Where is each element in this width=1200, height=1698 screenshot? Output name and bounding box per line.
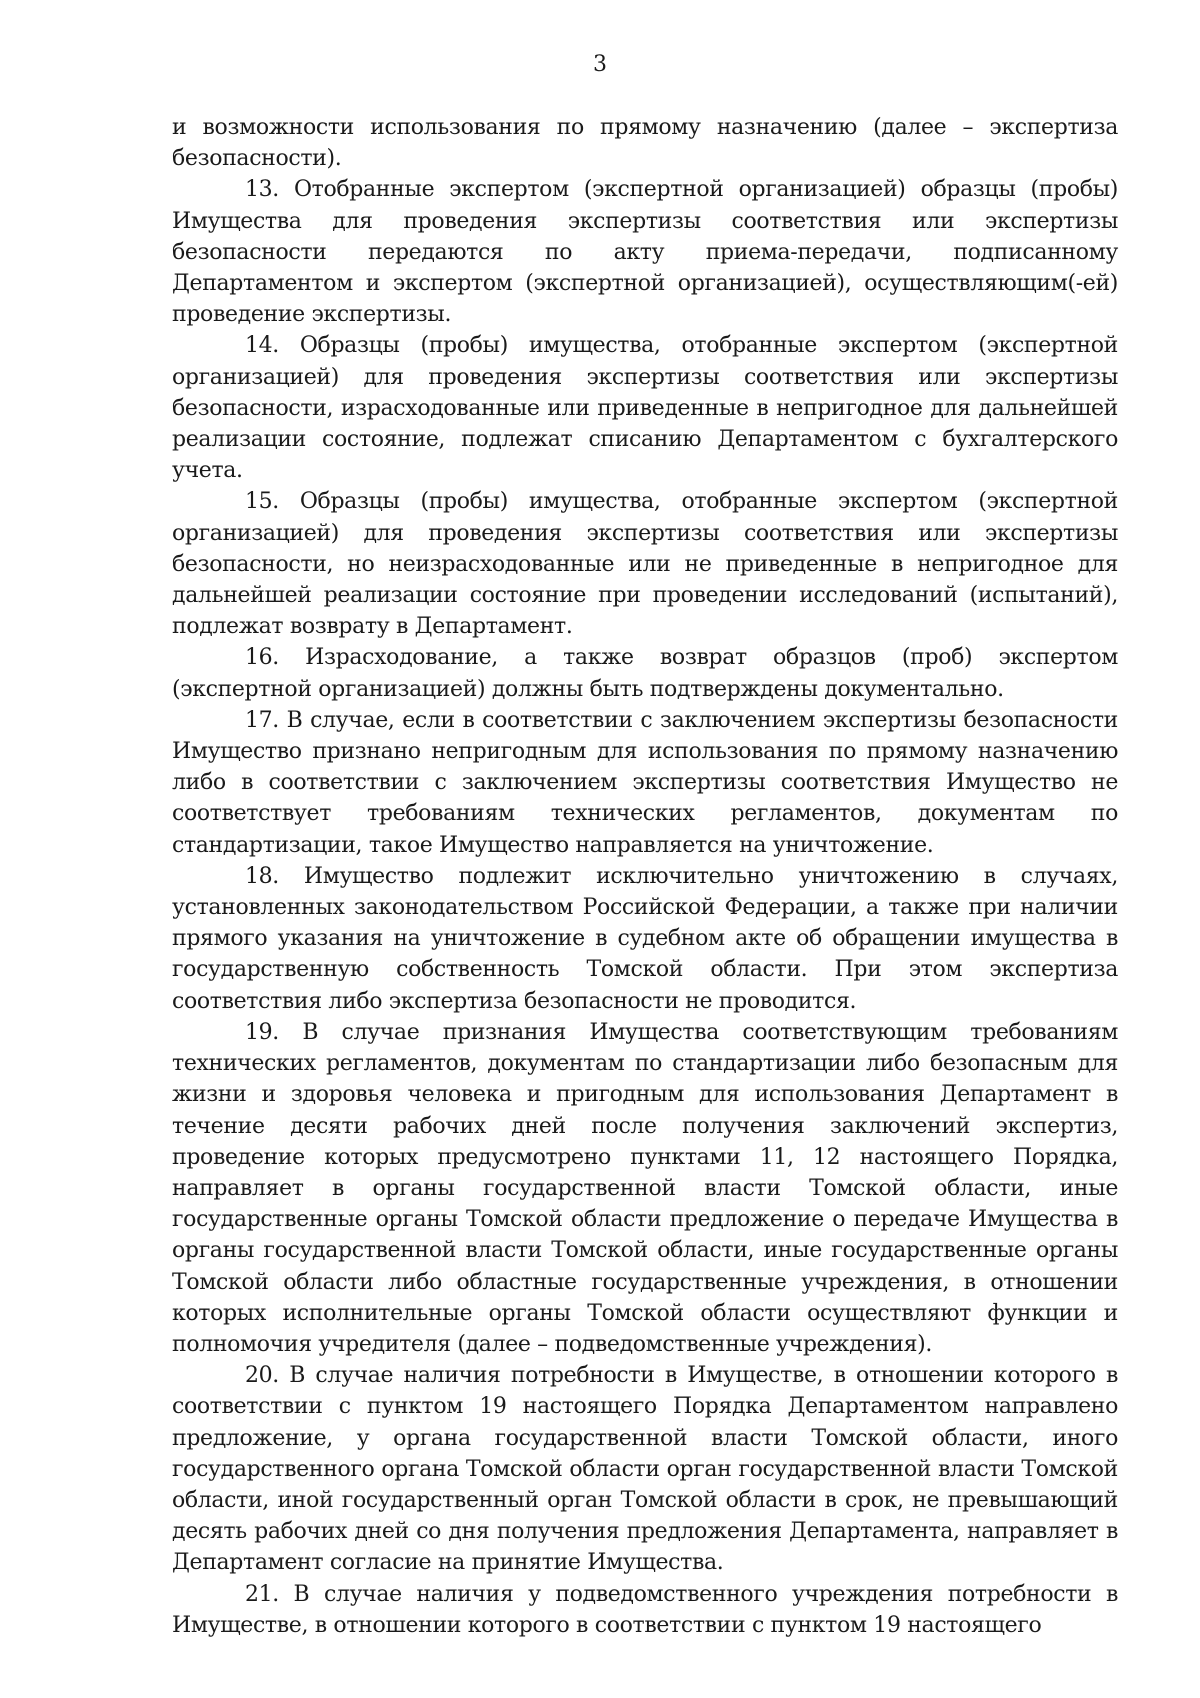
paragraph-21: 21. В случае наличия у подведомственного учреждения потребности в Имуществе, в отношении которого в соответствии с пунктом 19 настоящего (172, 1581, 1118, 1638)
paragraph-continuation: и возможности использования по прямому назначению (далее – экспертиза безопасности). (172, 115, 1118, 172)
page-number: 3 (593, 52, 607, 77)
paragraph-17: 17. В случае, если в соответствии с заключением экспертизы безопасности Имущество признано непригодным для использования по прямому назначению либо в соответствии с заключением экспертизы соответствия Имущество не соответствует требованиям технических регламентов, документам по стандартизации, такое Имущество направляется на уничтожение. (172, 707, 1118, 858)
paragraph-16: 16. Израсходование, а также возврат образцов (проб) экспертом (экспертной организацией) должны быть подтверждены документально. (172, 645, 1118, 702)
paragraph-15: 15. Образцы (пробы) имущества, отобранные экспертом (экспертной организацией) для проведения экспертизы соответствия или экспертизы безопасности, но неизрасходованные или не приведенные в непригодное для дальнейшей реализации состояние при проведении исследований (испытаний), подлежат возврату в Департамент. (172, 489, 1118, 640)
paragraph-13: 13. Отобранные экспертом (экспертной организацией) образцы (пробы) Имущества для проведения экспертизы соответствия или экспертизы безопасности передаются по акту приема-передачи, подписанному Департаментом и экспертом (экспертной организацией), осуществляющим(-ей) проведение экспертизы. (172, 177, 1118, 328)
paragraph-19: 19. В случае признания Имущества соответствующим требованиям технических регламентов, документам по стандартизации либо безопасным для жизни и здоровья человека и пригодным для использования Департамент в течение десяти рабочих дней после получения заключений экспертиз, проведение которых предусмотрено пунктами 11, 12 настоящего Порядка, направляет в органы государственной власти Томской области, иные государственные органы Томской области предложение о передаче Имущества в органы государственной власти Томской области, иные государственные органы Томской области либо областные государственные учреждения, в отношении которых исполнительные органы Томской области осуществляют функции и полномочия учредителя (далее – подведомственные учреждения). (172, 1019, 1118, 1357)
document-body (172, 112, 1118, 1641)
paragraph-18: 18. Имущество подлежит исключительно уничтожению в случаях, установленных законодательством Российской Федерации, а также при наличии прямого указания на уничтожение в судебном акте об обращении имущества в государственную собственность Томской области. При этом экспертиза соответствия либо экспертиза безопасности не проводится. (172, 863, 1118, 1014)
paragraph-14: 14. Образцы (пробы) имущества, отобранные экспертом (экспертной организацией) для проведения экспертизы соответствия или экспертизы безопасности, израсходованные или приведенные в непригодное для дальнейшей реализации состояние, подлежат списанию Департаментом с бухгалтерского учета. (172, 333, 1118, 484)
paragraph-20: 20. В случае наличия потребности в Имуществе, в отношении которого в соответствии с пунктом 19 настоящего Порядка Департаментом направлено предложение, у органа государственной власти Томской области, иного государственного органа Томской области орган государственной власти Томской области, иной государственный орган Томской области в срок, не превышающий десять рабочих дней со дня получения предложения Департамента, направляет в Департамент согласие на принятие Имущества. (172, 1363, 1118, 1576)
